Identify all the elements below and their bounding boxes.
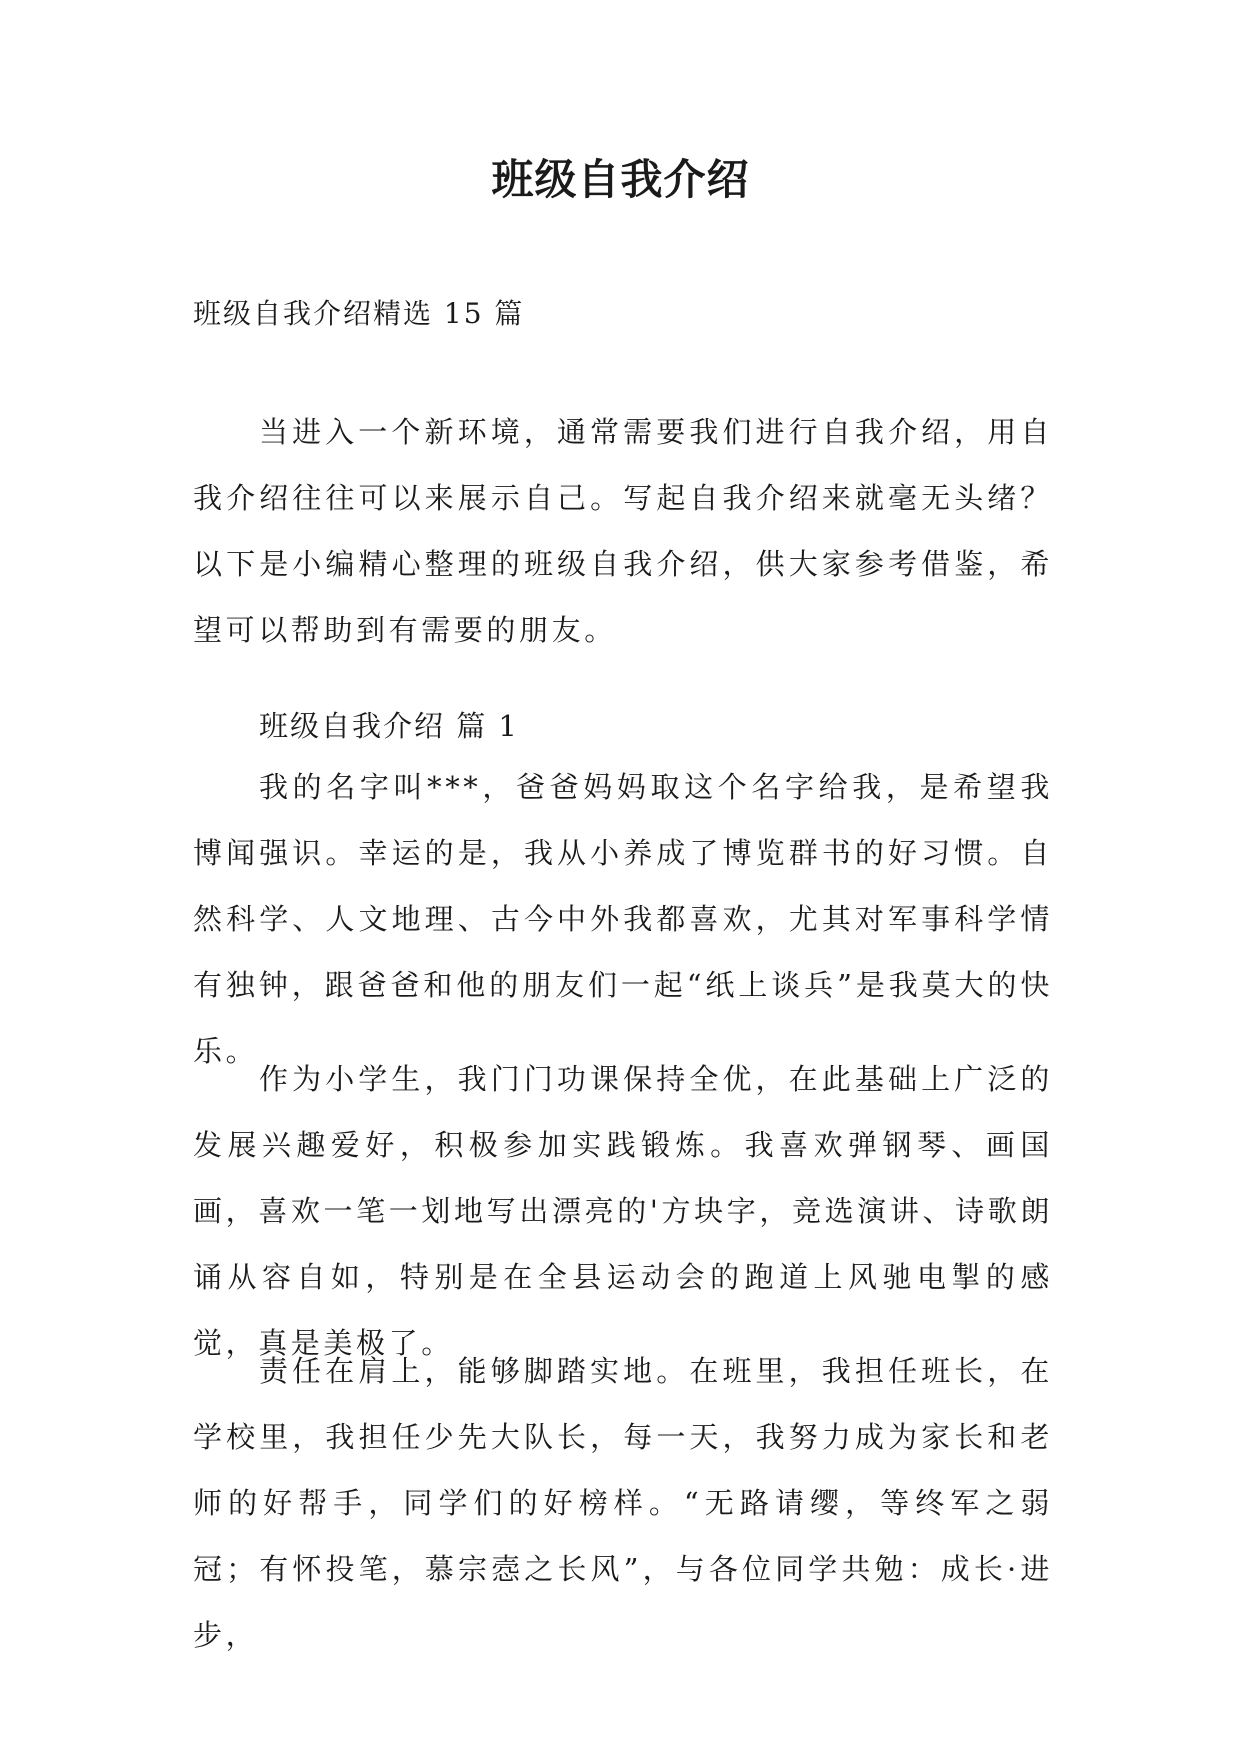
body-paragraph: 责任在肩上，能够脚踏实地。在班里，我担任班长，在学校里，我担任少先大队长，每一天，我努力成为家长和老师的好帮手，同学们的好榜样。“无路请缨，等终军之弱冠；有怀投笔，慕宗悫之长风”，与各位同学共勉：成长·进步， — [193, 1354, 1053, 1652]
body-paragraph: 我的名字叫***，爸爸妈妈取这个名字给我，是希望我博闻强识。幸运的是，我从小养成了博览群书的好习惯。自然科学、人文地理、古今中外我都喜欢，尤其对军事科学情有独钟，跟爸爸和他的朋友们一起“纸上谈兵”是我莫大的快乐。 — [193, 770, 1053, 1068]
intro-paragraph: 当进入一个新环境，通常需要我们进行自我介绍，用自我介绍往往可以来展示自己。写起自我介绍来就毫无头绪？以下是小编精心整理的班级自我介绍，供大家参考借鉴，希望可以帮助到有需要的朋友。 — [193, 415, 1053, 647]
body-paragraph: 作为小学生，我门门功课保持全优，在此基础上广泛的发展兴趣爱好，积极参加实践锻炼。我喜欢弹钢琴、画国画，喜欢一笔一划地写出漂亮的'方块字，竞选演讲、诗歌朗诵从容自如，特别是在全县运动会的跑道上风驰电掣的感觉，真是美极了。 — [193, 1062, 1053, 1360]
document-subtitle: 班级自我介绍精选 15 篇 — [193, 297, 525, 330]
document-title: 班级自我介绍 — [491, 155, 750, 204]
section-heading: 班级自我介绍 篇 1 — [259, 709, 519, 743]
